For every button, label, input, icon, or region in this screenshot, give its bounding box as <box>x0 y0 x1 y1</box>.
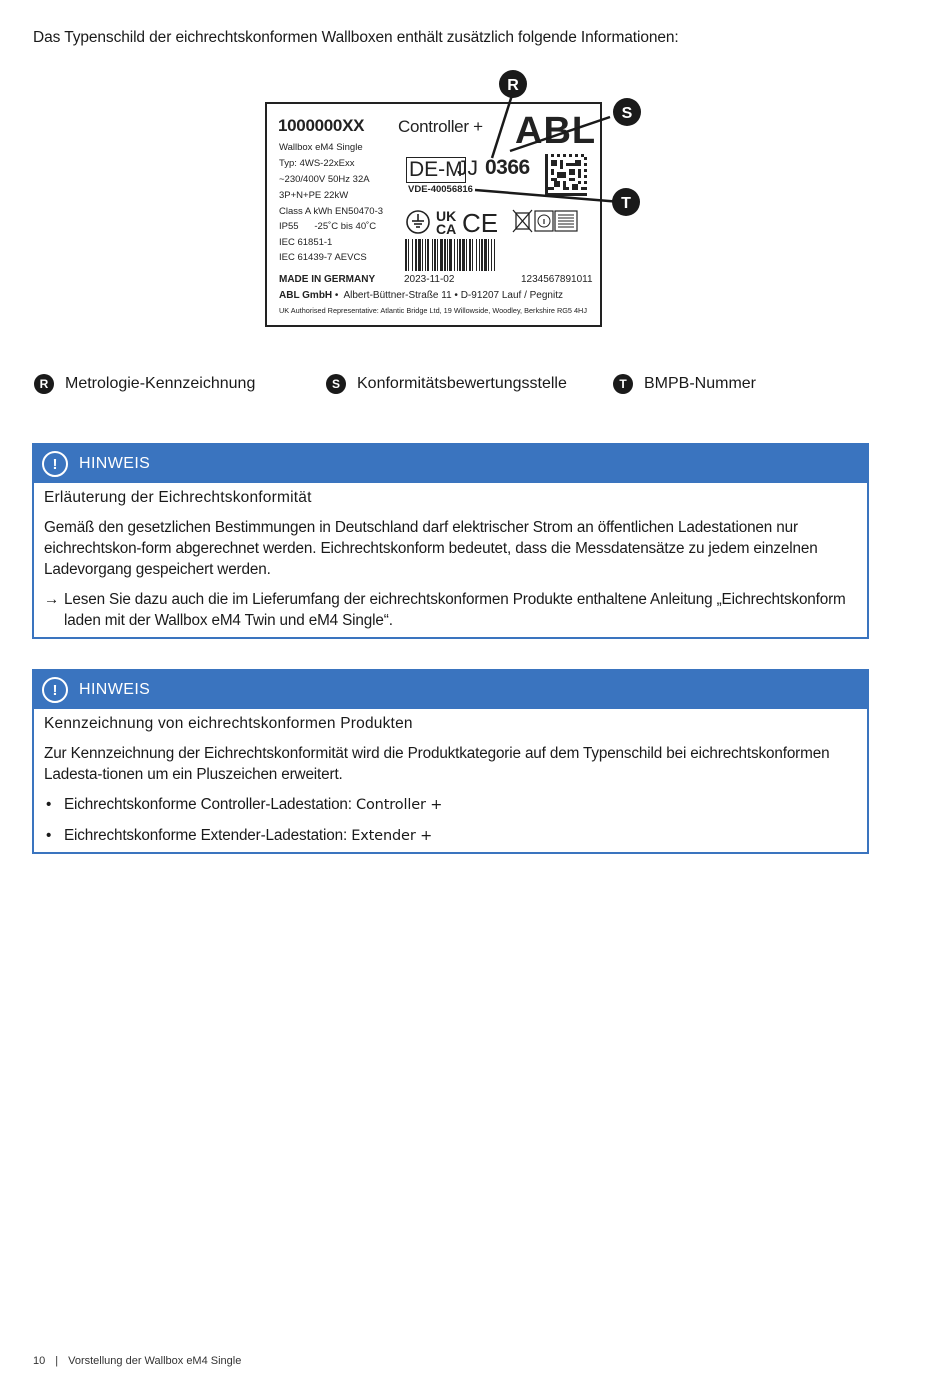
nameplate-line: Wallbox eM4 Single <box>279 142 363 153</box>
notice-box-marking <box>32 669 869 854</box>
svg-text:CE: CE <box>462 208 499 235</box>
legend-label: Metrologie-Kennzeichnung <box>65 375 256 392</box>
list-item <box>44 825 857 847</box>
nameplate-id: 1000000XX <box>278 116 365 135</box>
notice-title: Kennzeichnung von eichrechtskonformen Produkten <box>44 715 413 732</box>
legend-item-s <box>326 374 567 394</box>
notice-paragraph: Gemäß den gesetzlichen Bestimmungen in Deutschland darf elektrischer Strom an öffentlichen Ladestationen nur eichrechtskon-form abgerechnet werden. Eichrechtskonform bedeutet, dass die Messdatensätze zu jedem einzelnen Ladevorgang gespeichert werden. <box>44 519 818 578</box>
legend-badge-r: R <box>34 374 54 394</box>
legend-label: Konformitätsbewertungsstelle <box>357 375 567 392</box>
footer-section: Vorstellung der Wallbox eM4 Single <box>68 1355 242 1367</box>
exclamation-icon: ! <box>42 451 68 477</box>
list-item-value: Extender + <box>351 828 433 844</box>
manufacturer-address: ABL GmbH • Albert-Büttner-Straße 11 • D-91207 Lauf / Pegnitz <box>279 290 563 301</box>
arrow-item-text: Lesen Sie dazu auch die im Lieferumfang der eichrechtskonformen Produkte enthaltene Anleitung „Eichrechtskonform laden mit der Wallbox eM4 Twin und eM4 Single“. <box>64 591 846 629</box>
legend-badge-t: T <box>613 374 633 394</box>
legend-item-r <box>34 374 255 394</box>
list-item <box>44 794 857 816</box>
notice-label: HINWEIS <box>79 681 151 698</box>
callout-line-r <box>492 92 513 158</box>
bullet-icon: • <box>46 796 52 813</box>
callout-line-s <box>510 117 610 151</box>
callout-overlay <box>0 0 950 400</box>
notice-header <box>34 445 867 483</box>
list-item-text: Eichrechtskonforme Controller-Ladestation: <box>64 796 356 813</box>
callout-letter-t: T <box>621 195 631 212</box>
callout-badge-r <box>499 70 527 98</box>
callout-line-t <box>475 190 621 202</box>
arrow-right-icon: → <box>44 591 60 608</box>
uk-representative: UK Authorised Representative: Atlantic Bridge Ltd, 19 Willowside, Woodley, Berkshire RG5 4HJ <box>279 306 587 315</box>
svg-text:CA: CA <box>436 221 457 235</box>
metrology-mark: DE-M <box>406 157 466 183</box>
nameplate-line: IEC 61851-1 <box>279 237 333 248</box>
vde-number: VDE-40056816 <box>408 184 473 195</box>
list-item-value: Controller + <box>355 797 443 813</box>
abl-logo: ABL <box>515 110 597 152</box>
callout-badge-t <box>612 188 640 216</box>
nameplate-category: Controller + <box>398 117 483 136</box>
notified-body-number: 0366 <box>485 156 530 179</box>
legend-badge-s: S <box>326 374 346 394</box>
notice-label: HINWEIS <box>79 455 151 472</box>
list-item-text: Eichrechtskonforme Extender-Ladestation: <box>64 827 352 844</box>
callout-badge-s <box>613 98 641 126</box>
serial-number: 1234567891011 <box>521 274 593 285</box>
company-name: ABL GmbH <box>279 290 333 301</box>
legend-label: BMPB-Nummer <box>644 375 757 392</box>
svg-text:UK: UK <box>436 208 457 224</box>
notice-box-calibration <box>32 443 869 639</box>
exclamation-icon: ! <box>42 677 68 703</box>
manufacture-date: 2023-11-02 <box>404 274 455 285</box>
nameplate-line: ~230/400V 50Hz 32A <box>279 174 370 185</box>
callout-letter-r: R <box>507 77 519 94</box>
nameplate-line: 3P+N+PE 22kW <box>279 190 349 201</box>
nameplate-line: IP55 -25˚C bis 40˚C <box>279 221 377 232</box>
legend-item-t <box>613 374 756 394</box>
metrology-year: JJ <box>457 157 478 180</box>
nameplate-line: Class A kWh EN50470-3 <box>279 206 384 217</box>
page-number: 10 <box>33 1355 46 1367</box>
notice-paragraph: Zur Kennzeichnung der Eichrechtskonformität wird die Produktkategorie auf dem Typenschild bei eichrechtskonformen Ladesta-tionen um ein Pluszeichen erweitert. <box>44 745 830 783</box>
notice-title: Erläuterung der Eichrechtskonformität <box>44 489 312 506</box>
notice-header <box>34 671 867 709</box>
bullet-icon: • <box>46 827 52 844</box>
made-in-label: MADE IN GERMANY <box>279 274 376 285</box>
intro-text: Das Typenschild der eichrechtskonformen Wallboxen enthält zusätzlich folgende Informationen: <box>33 29 679 46</box>
footer-separator: | <box>55 1355 59 1367</box>
notice-arrow-item <box>44 589 857 631</box>
page-footer <box>33 1355 241 1367</box>
nameplate-line: Typ: 4WS-22xExx <box>279 158 355 169</box>
address-text: Albert-Büttner-Straße 11 • D-91207 Lauf / Pegnitz <box>343 290 563 301</box>
nameplate-line: IEC 61439-7 AEVCS <box>279 252 367 263</box>
callout-letter-s: S <box>621 105 633 122</box>
